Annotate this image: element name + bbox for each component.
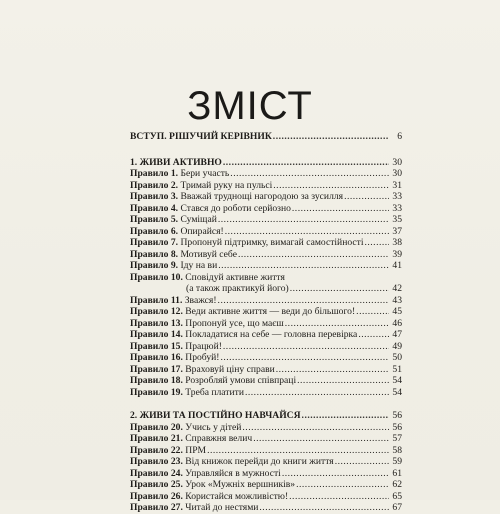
leader-dots [230,168,389,180]
leader-dots [207,445,389,457]
toc-entry-label [130,272,285,284]
leader-dots [242,422,389,434]
toc-rule-number: Правило 12. [130,306,183,317]
toc-rule-number: Правило 1. [130,168,179,179]
toc-entry-text: Урок «Мужніх вершників» [185,479,296,490]
toc-entry-row [130,203,402,215]
toc-entry-continuation [130,283,402,295]
toc-rule-number: Правило 19. [130,386,183,398]
toc-entry-row [130,318,402,330]
leader-dots [218,295,389,307]
toc-entry-text: Опирайся! [180,225,224,237]
leader-dots [223,157,389,169]
toc-rule-number: Правило 6. [130,225,179,237]
toc-entry-label [130,306,355,318]
table-of-contents [130,131,402,514]
toc-entry-label [130,341,222,353]
toc-entry-page: 61 [392,467,402,479]
toc-rule-number: Правило 26. [130,490,183,502]
toc-entry-text: Сповідуй активне життя [185,271,285,283]
toc-entry-page: 30 [392,168,402,179]
toc-entry-row [130,341,402,353]
toc-entry-text: Читай до нестями [185,502,259,513]
toc-entry-label [130,180,272,192]
toc-entry-page: 39 [392,248,402,260]
toc-entry-row [130,479,402,491]
toc-entry-text: Бери участь [180,168,230,179]
toc-entry-row [130,387,402,399]
toc-entry-page: 65 [392,490,402,502]
toc-entry-row [130,168,402,180]
leader-dots [238,249,389,261]
toc-entry-label [130,260,217,272]
toc-rule-number: Правило 17. [130,363,183,375]
toc-entry-row [130,180,402,192]
toc-entry-text: Покладатися на себе — головна перевірка [185,329,358,340]
toc-entry-page: 42 [392,283,402,294]
toc-section-row [130,157,402,169]
toc-rule-number: Правило 14. [130,329,183,340]
toc-entry-text: Веди активне життя — веди до більшого! [185,306,356,317]
toc-section-label: 2. ЖИВИ ТА ПОСТІЙНО НАВЧАЙСЯ [130,410,301,421]
toc-entry-page: 46 [392,317,402,329]
toc-entry-text: Суміщай [180,214,217,225]
toc-entry-label [130,491,288,503]
toc-intro-row [130,131,402,143]
toc-entry-page: 41 [392,260,402,271]
toc-entry-label [130,468,281,480]
toc-entry-label [130,214,217,226]
toc-entry-row [130,352,402,364]
toc-entry-row [130,502,402,514]
toc-entry-text: Розробляй умови співпраці [185,375,297,386]
toc-entry-text: Учись у дітей [185,421,242,433]
toc-entry-page: 59 [392,456,402,467]
leader-dots [358,329,389,341]
leader-dots [273,131,389,143]
toc-entry-row [130,237,402,249]
toc-entry-label [130,318,284,330]
toc-entry-row [130,468,402,480]
leader-dots [245,387,389,399]
toc-entry-text: ПРМ [185,444,207,456]
toc-entry-text: Управляйся в мужності [185,467,281,479]
toc-entry-row [130,306,402,318]
leader-dots [335,456,389,468]
toc-entry-label [130,502,258,514]
toc-entry-row [130,295,402,307]
toc-entry-page: 43 [392,294,402,306]
toc-entry-text: Справжня велич [185,433,253,444]
toc-entry-row [130,191,402,203]
toc-entry-label [130,249,237,261]
toc-rule-number: Правило 2. [130,179,179,191]
toc-entry-page: 31 [392,179,402,191]
toc-entry-page: 47 [392,329,402,340]
toc-entry-label [130,445,206,457]
toc-entry-text: Вважай труднощі нагородою за зусилля [180,191,344,202]
leader-dots [282,468,389,480]
toc-entry-page: 33 [392,202,402,214]
toc-rule-number: Правило 21. [130,433,183,444]
toc-entry-text: Стався до роботи серйозно [180,202,291,214]
toc-entry-label [130,375,296,387]
toc-entry-text: Зважся! [184,294,217,306]
toc-entry-row [130,272,402,284]
toc-rule-number: Правило 13. [130,317,183,329]
leader-dots [225,226,389,238]
leader-dots [297,375,389,387]
toc-rule-number: Правило 3. [130,191,179,202]
leader-dots [290,283,389,295]
toc-entry-page: 56 [392,421,402,433]
toc-rule-number: Правило 11. [130,294,183,306]
leader-dots [292,203,389,215]
leader-dots [223,341,389,353]
toc-entry-row [130,456,402,468]
toc-rule-number: Правило 24. [130,467,183,479]
toc-entry-text: Користайся можливістю! [185,490,289,502]
toc-entry-row [130,433,402,445]
toc-entry-page: 51 [392,363,402,375]
toc-entry-page: 37 [392,225,402,237]
leader-dots [273,180,389,192]
leader-dots [218,214,389,226]
leader-dots [220,352,389,364]
toc-entry-label [130,352,219,364]
toc-entry-text: Пропонуй усе, що маєш [185,317,284,329]
leader-dots [302,410,389,422]
toc-entry-continuation-text: (а також практикуй його) [186,283,289,294]
toc-entry-page: 57 [392,433,402,444]
toc-entry-page: 62 [392,479,402,490]
toc-entry-row [130,214,402,226]
toc-rule-number: Правило 22. [130,444,183,456]
leader-dots [364,237,389,249]
toc-entry-row [130,375,402,387]
toc-rule-number: Правило 7. [130,237,179,248]
toc-entry-row [130,422,402,434]
toc-intro-label: ВСТУП. РІШУЧИЙ КЕРІВНИК [130,131,272,142]
toc-entry-text: Пробуй! [185,352,220,363]
toc-entry-text: Тримай руку на пульсі [180,179,273,191]
leader-dots [356,306,389,318]
toc-entry-row [130,491,402,503]
toc-entry-label [130,237,363,249]
leader-dots [253,433,389,445]
leader-dots [276,364,389,376]
toc-rule-number: Правило 16. [130,352,183,363]
toc-entry-label [130,364,275,376]
toc-entry-page: 35 [392,214,402,225]
toc-rule-number: Правило 23. [130,456,183,467]
toc-entry-row [130,260,402,272]
toc-entry-label [130,168,229,180]
toc-entry-row [130,249,402,261]
toc-entry-page: 38 [392,237,402,248]
toc-rule-number: Правило 5. [130,214,179,225]
toc-section-page: 30 [392,156,402,168]
toc-rule-number: Правило 4. [130,202,179,214]
toc-entry-page: 45 [392,306,402,317]
toc-entry-row [130,226,402,238]
toc-entry-text: Враховуй ціну справи [185,363,275,375]
toc-entry-text: Пропонуй підтримку, вимагай самостійності [180,237,364,248]
toc-entry-page: 54 [392,386,402,398]
leader-dots [218,260,389,272]
toc-entry-text: Від книжок перейди до книги життя [185,456,334,467]
toc-entry-label [130,329,357,341]
toc-entry-text: Мотивуй себе [180,248,237,260]
toc-entry-row [130,364,402,376]
toc-entry-label [130,203,291,215]
toc-entry-label [130,387,244,399]
toc-entry-page: 33 [392,191,402,202]
toc-entry-page: 50 [392,352,402,363]
toc-entry-label [130,191,343,203]
toc-entry-page: 58 [392,444,402,456]
toc-entry-label [130,295,217,307]
toc-rule-number: Правило 20. [130,421,183,433]
toc-rule-number: Правило 27. [130,502,183,513]
toc-entry-page: 54 [392,375,402,386]
toc-entry-label [130,456,334,468]
toc-entry-label [130,226,224,238]
toc-section-page: 56 [392,410,402,421]
toc-rule-number: Правило 15. [130,340,183,352]
toc-section-label: 1. ЖИВИ АКТИВНО [130,156,222,168]
toc-rule-number: Правило 8. [130,248,179,260]
toc-section-row [130,410,402,422]
page-title: ЗМІСТ [187,84,313,128]
toc-entry-label [130,433,252,445]
toc-entry-text: Іду на ви [180,260,218,271]
leader-dots [344,191,389,203]
toc-rule-number: Правило 18. [130,375,183,386]
toc-rule-number: Правило 9. [130,260,179,271]
toc-entry-row [130,329,402,341]
toc-rule-number: Правило 25. [130,479,183,490]
toc-entry-label [130,422,241,434]
toc-entry-label [130,479,295,491]
toc-intro-page: 6 [397,131,402,142]
toc-entry-text: Працюй! [185,340,222,352]
toc-entry-text: Треба платити [185,386,244,398]
leader-dots [289,491,389,503]
toc-entry-page: 67 [392,502,402,513]
toc-rule-number: Правило 10. [130,271,183,283]
leader-dots [296,479,389,491]
leader-dots [259,502,389,514]
leader-dots [285,318,389,330]
toc-entry-row [130,445,402,457]
toc-entry-page: 49 [392,340,402,352]
